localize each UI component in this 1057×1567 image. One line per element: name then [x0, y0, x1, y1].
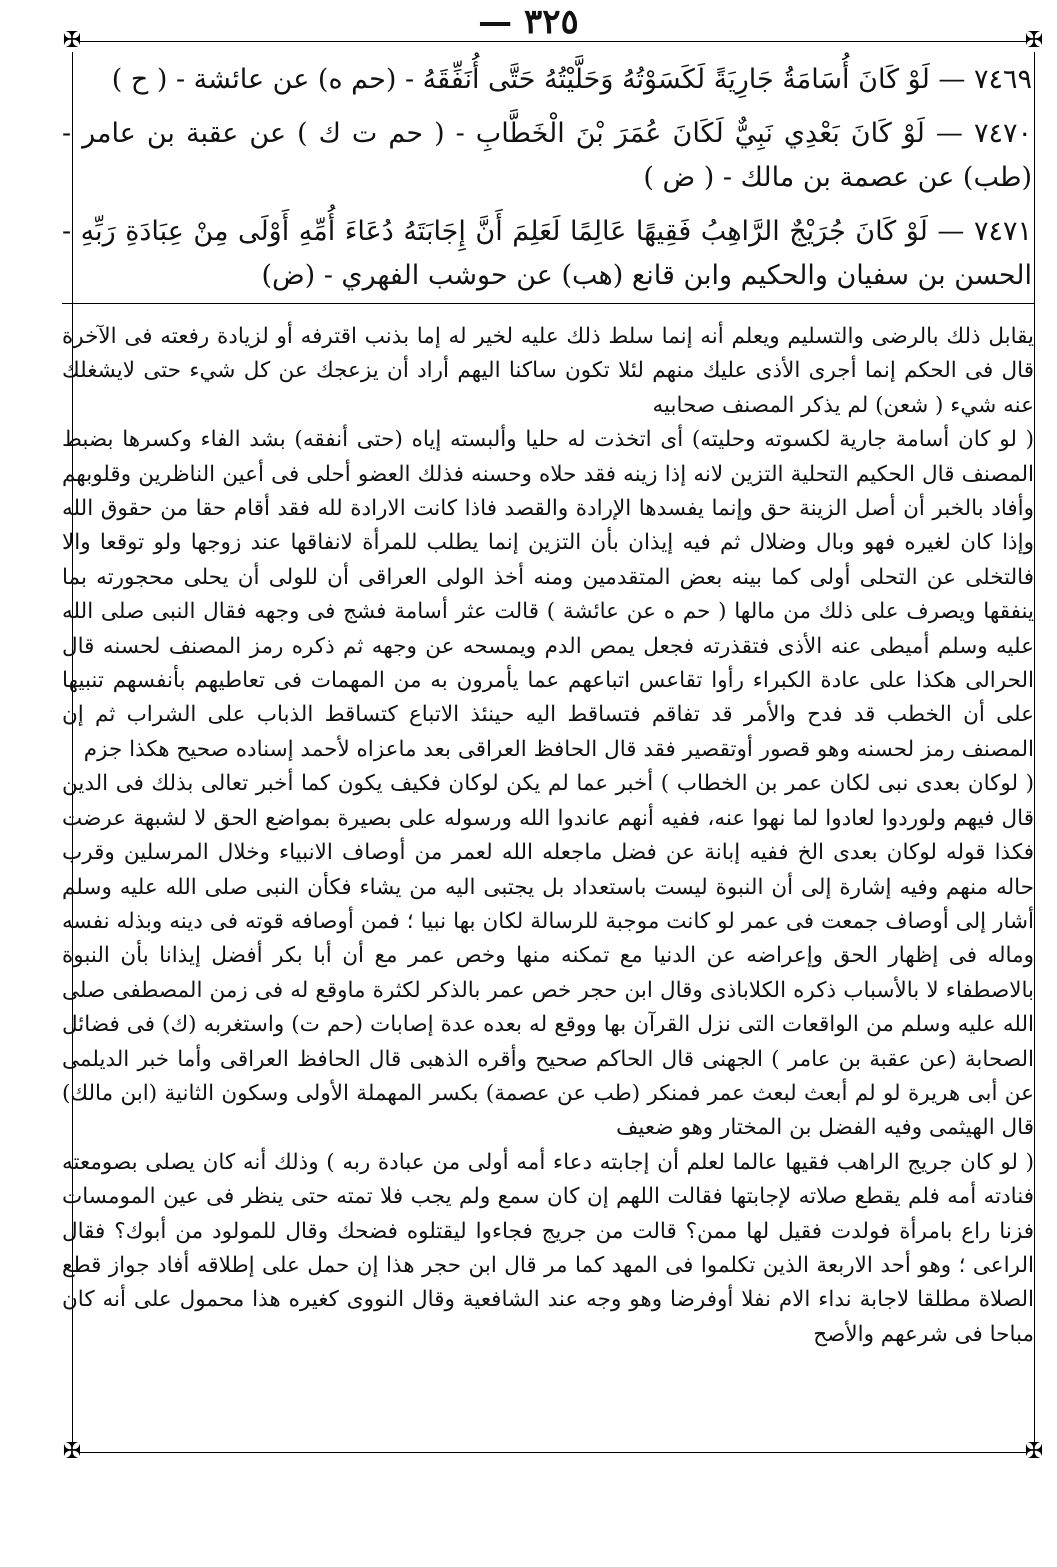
commentary-text [62, 320, 1034, 1352]
commentary-paragraph: يقابل ذلك بالرضى والتسليم ويعلم أنه إنما سلط ذلك عليه لخير له إما بذنب اقترفه أو لزيادة رفعته فى الآخرة قال فى الحكم إنما أجرى الأذى عليك منهم لئلا تكون ساكنا اليهم أراد أن يزعجك عن كل شيء حتى لايشغلك عنه شيء ( شعن) لم يذكر المصنف صحابيه [62, 324, 1034, 418]
hadith-number: ٧٤٧٠ [973, 118, 1032, 149]
hadith-entry [62, 58, 1032, 102]
left-border-line [1034, 52, 1035, 1444]
hadith-number: ٧٤٦٩ [973, 64, 1032, 95]
bottom-border-line [80, 1452, 1027, 1453]
hadith-number: ٧٤٧١ [973, 216, 1032, 247]
corner-ornament-icon: ✠ [62, 1439, 82, 1464]
section-divider [62, 303, 1034, 304]
hadith-entry [62, 112, 1032, 200]
commentary-paragraph: ( لوكان بعدى نبى لكان عمر بن الخطاب ) أخبر عما لم يكن لوكان فكيف يكون كما أخبر تعالى بذلك فى الدين قال فيهم ولوردوا لعادوا لما نهوا عنه، ففيه أنهم عاندوا الله ورسوله على بصيرة بمواضع الحق لا لشبهة عرضت فكذا قوله لوكان بعدى الخ ففيه إبانة عن فضل ماجعله الله لعمر من أوصاف الانبياء وخلال المرسلين وقرب حاله منهم وفيه إشارة إلى أن النبوة ليست باستعداد بل يجتبى اليه من يشاء فكأن النبى صلى الله عليه وسلم أشار إلى أوصاف جمعت فى عمر لو كانت موجبة للرسالة لكان بها نبيا ؛ فمن أوصافه قوته فى دينه وبذله نفسه وماله فى إظهار الحق وإعراضه عن الدنيا مع تمكنه منها وخص عمر مع أن أبا بكر أفضل إيذانا بأن النبوة بالاصطفاء لا بالأسباب ذكره الكلاباذى وقال ابن حجر خص عمر بالذكر لكثرة ماوقع له فى زمن المصطفى صلى الله عليه وسلم من الواقعات التى نزل القرآن بها ووقع له بعده عدة إصابات (حم ت) واستغربه (ك) فى فضائل الصحابة (عن عقبة بن عامر ) الجهنى قال الحاكم صحيح وأقره الذهبى قال الحافظ العراقى وأما خبر الديلمى عن أبى هريرة لو لم أبعث لبعث عمر فمنكر (طب عن عصمة) بكسر المهملة الأولى وسكون الثانية (ابن مالك) قال الهيثمى وفيه الفضل بن المختار وهو ضعيف [62, 771, 1034, 1141]
hadith-text: — لَوْ كَانَ أُسَامَةُ جَارِيَةً لَكَسَوْتُهُ وَحَلَّيْتُهُ حَتَّى أُنَفِّقَهُ - (حم ه) عن عائشة - ( ح ) [111, 64, 966, 95]
commentary-paragraph: ( لو كان جريج الراهب فقيها عالما لعلم أن إجابته دعاء أمه أولى من عبادة ربه ) وذلك أنه كان يصلى بصومعته فنادته أمه فلم يقطع صلاته لإجابتها فقالت اللهم إن كان سمع ولم يجب فلا تمته حتى ينظر فى عين المومسات فزنا راع بامرأة فولدت فقيل لها ممن؟ قالت من جريج فجاءوا ليقتلوه فضحك وقال للمولود من أبوك؟ فقال الراعى ؛ وهو أحد الاربعة الذين تكلموا فى المهد كما مر قال ابن حجر هذا إن حمل على إطلاقه أفاد جواز قطع الصلاة مطلقا لاجابة نداء الام نفلا أوفرضا وهو وجه عند الشافعية وقال النووى كغيره هذا محمول على أنه كان مباحا فى شرعهم والأصح [62, 1149, 1034, 1347]
page-number-value: ٣٢٥ [524, 2, 579, 42]
corner-ornament-icon: ✠ [1024, 28, 1044, 53]
hadith-text: — لَوْ كَانَ جُرَيْجٌ الرَّاهِبُ فَقِيهًا عَالِمًا لَعَلِمَ أَنَّ إِجَابَتَهُ دُعَاءَ أُمِّهِ أَوْلَى مِنْ عِبَادَةِ رَبِّهِ - الحسن بن سفيان والحكيم وابن قانع (هب) عن حوشب الفهري - (ض) [62, 216, 1032, 291]
hadith-text: — لَوْ كَانَ بَعْدِي نَبِيٌّ لَكَانَ عُمَرَ بْنَ الْخَطَّابِ - ( حم ت ك ) عن عقبة بن عامر - (طب) عن عصمة بن مالك - ( ض ) [62, 118, 1032, 193]
hadith-entry [62, 210, 1032, 298]
commentary-paragraph: ( لو كان أسامة جارية لكسوته وحليته) أى اتخذت له حليا وألبسته إياه (حتى أنفقه) بشد الفاء وكسرها بضبط المصنف قال الحكيم التحلية التزين لانه إذا زينه فقد حلاه وحسنه فذلك العضو أحلى فى أعين الناظرين وقلوبهم وأفاد بالخبر أن أصل الزينة حق وإنما يفسدها الإرادة والقصد فاذا كانت الارادة لله فقد أقام حقا من حقوق الله وإذا كان لغيره فهو وبال وضلال ثم فيه إيذان بأن التزين إنما يطلب للمرأة لانفاقها عند زوجها ولو توقعا والا فالتخلى عن التحلى أولى كما بينه بعض المتقدمين ومنه أخذ الولى العراقى أن للولى أن يحلى محجورته بما ينفقها ويصرف على ذلك من مالها ( حم ه عن عائشة ) قالت عثر أسامة فشج فى وجهه فقال النبى صلى الله عليه وسلم أميطى عنه الأذى فتقذرته فجعل يمص الدم ويمسحه عن وجهه ثم ذكره رمز المصنف لحسنه قال الحرالى هكذا على عادة الكبراء رأوا تقاعس اتباعهم عما يأمرون به من المهمات فى تعاطيهم بأنفسهم تنبيها على أن الخطب قد فدح والأمر قد تفاقم فتساقط اليه حينئذ الاتباع كتساقط الذباب على الشراب ثم إن المصنف رمز لحسنه وهو قصور أوتقصير فقد قال الحافظ العراقى بعد ماعزاه لأحمد إسناده صحيح هكذا جزم [62, 427, 1034, 762]
top-border-line [80, 41, 1027, 42]
corner-ornament-icon: ✠ [62, 28, 82, 53]
page-number [0, 4, 1057, 40]
page-number-dash: — [478, 2, 525, 42]
corner-ornament-icon: ✠ [1024, 1439, 1044, 1464]
